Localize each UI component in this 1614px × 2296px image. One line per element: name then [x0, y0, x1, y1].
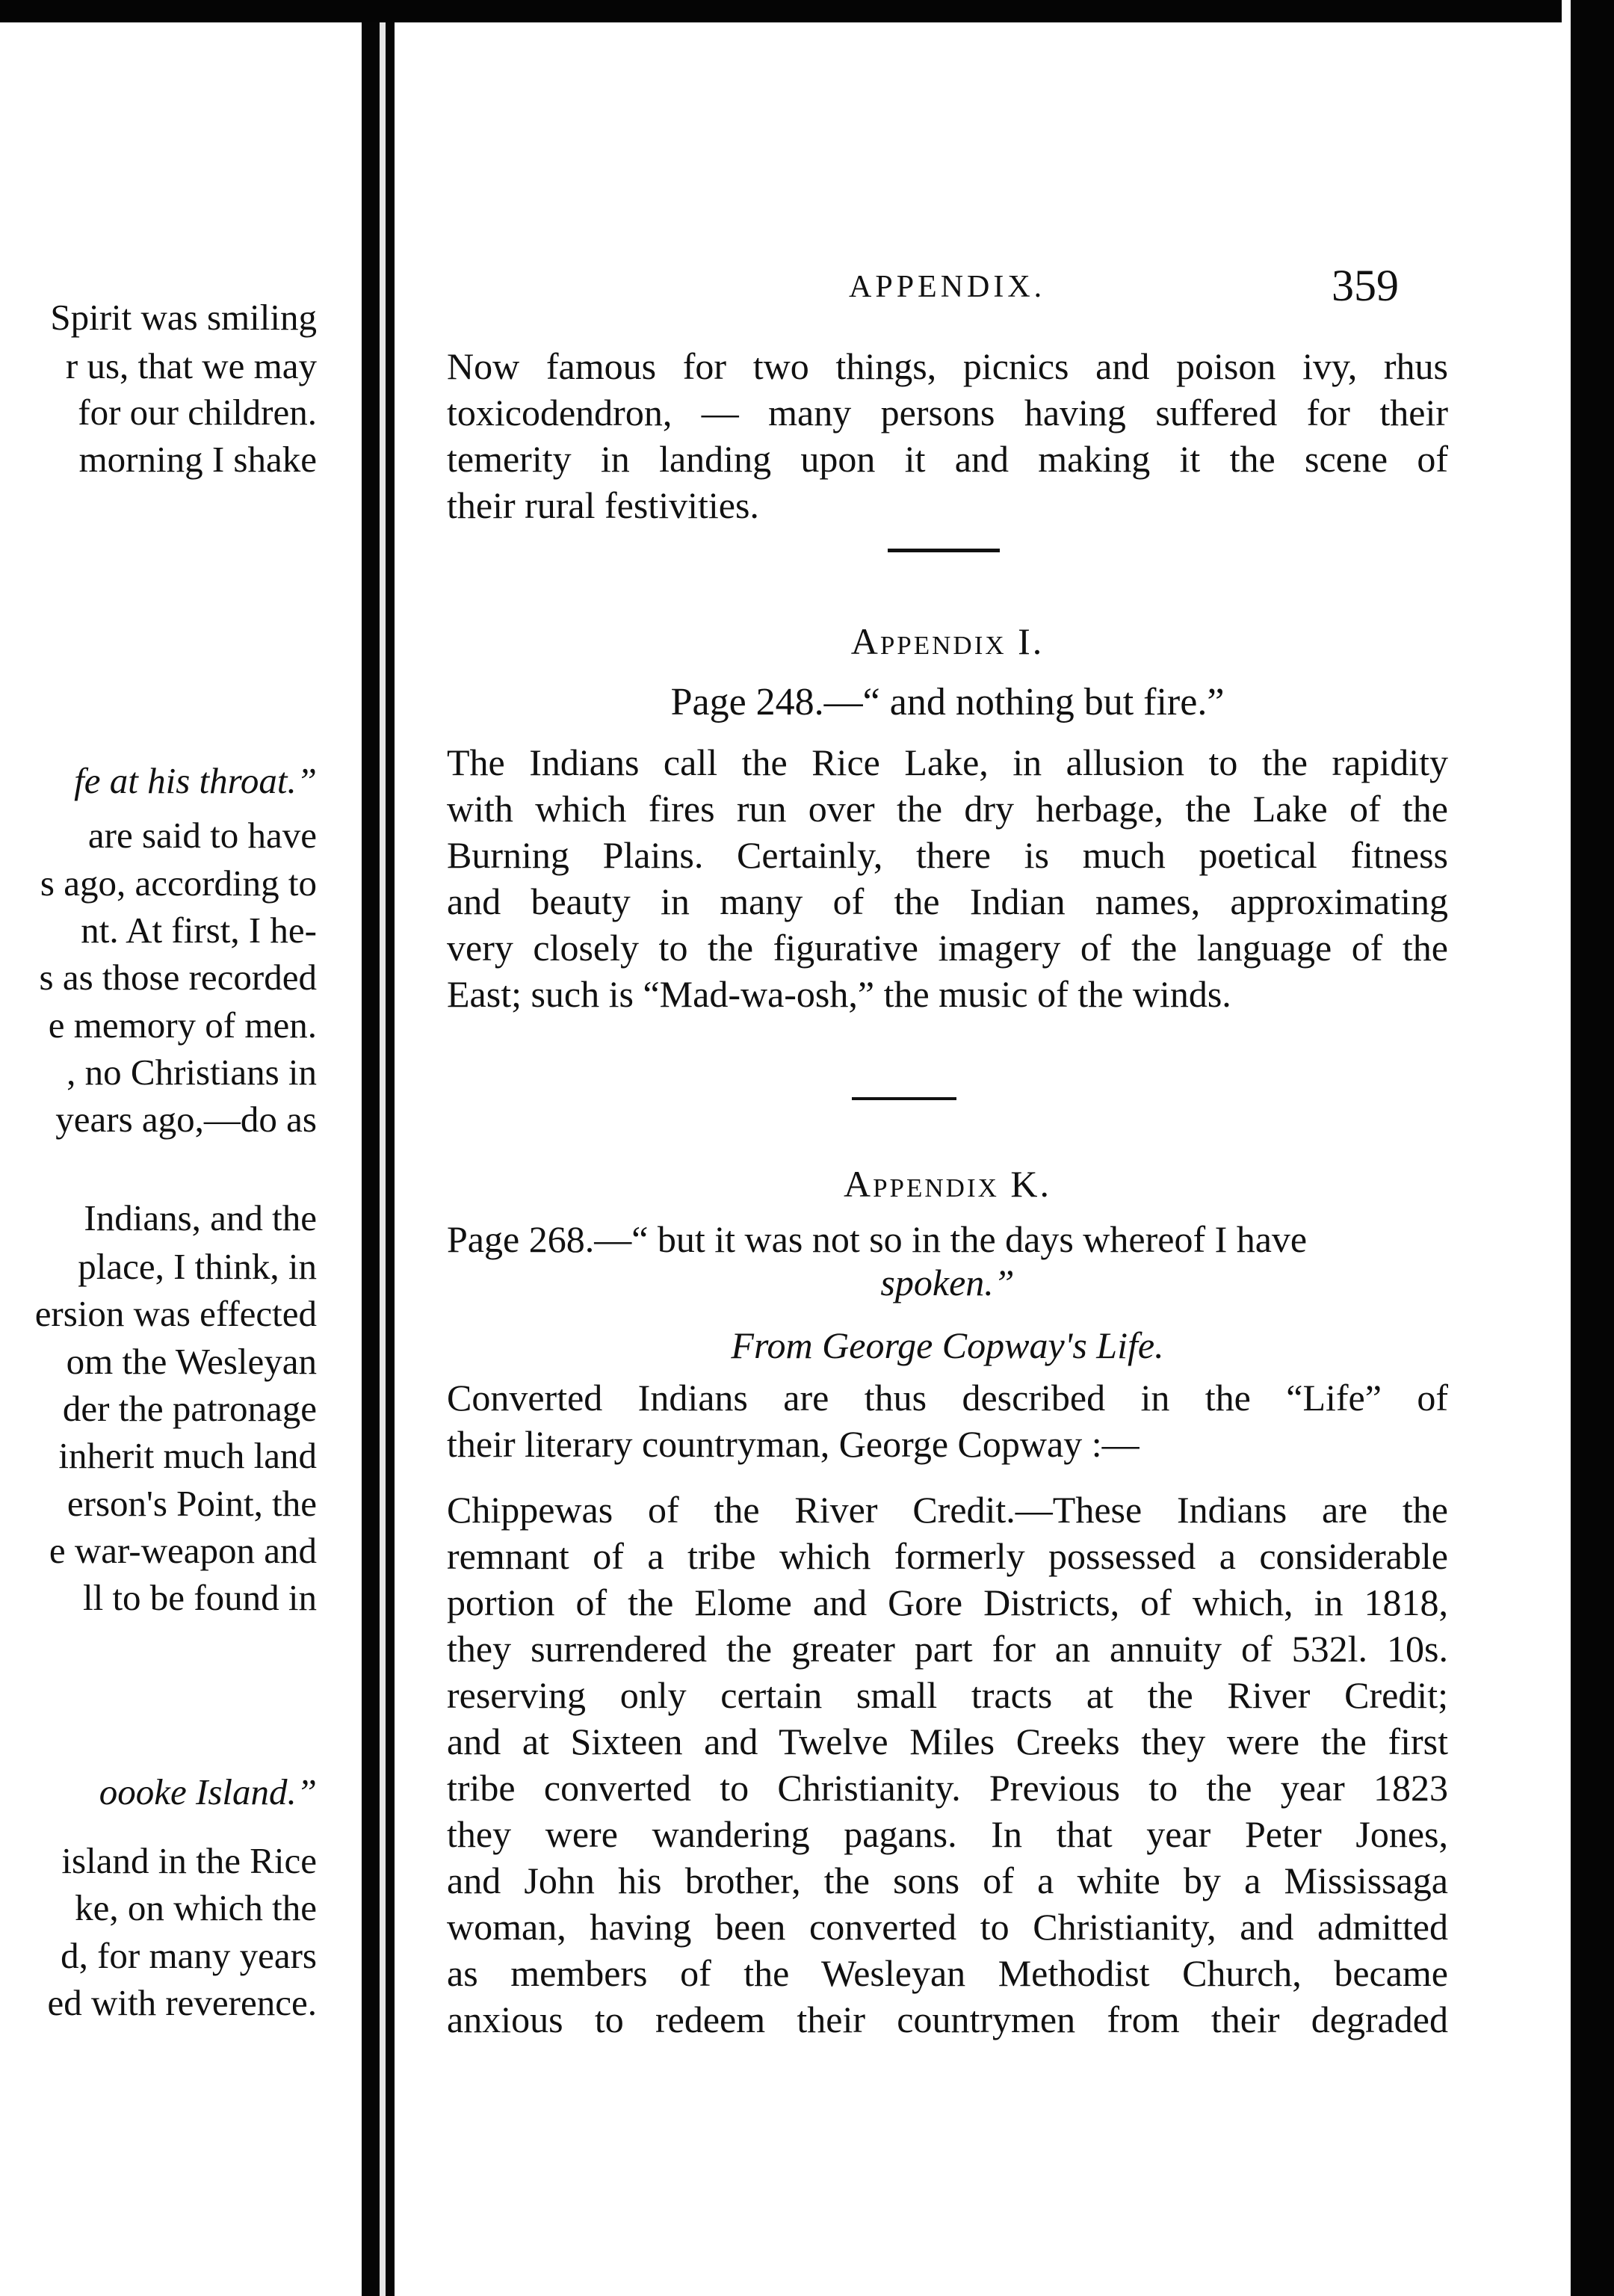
book-gutter — [362, 22, 395, 2296]
book-gutter-edge — [380, 22, 386, 2296]
scan-border-right-edge — [1562, 0, 1571, 2296]
appendix-i-line: The Indians call the Rice Lake, in allusion to the rapidity — [447, 741, 1448, 783]
continuation-line: temerity in landing upon it and making it the scene of — [447, 438, 1448, 480]
appendix-k-line: anxious to redeem their countrymen from their degraded — [447, 1999, 1448, 2040]
appendix-i-line: with which fires run over the dry herbage, the Lake of the — [447, 788, 1448, 830]
left-page-line: ersion was effected — [34, 1293, 317, 1334]
left-page-line: nt. At first, I he- — [81, 910, 317, 951]
appendix-k-line: tribe converted to Christianity. Previous to the year 1823 — [447, 1767, 1448, 1809]
appendix-i-heading: Appendix I. — [850, 620, 1045, 662]
appendix-i-line: East; such is “Mad-wa-osh,” the music of the winds. — [447, 973, 1231, 1015]
left-page-fragment — [0, 22, 362, 2296]
left-page-line: s as those recorded — [39, 957, 317, 998]
scan-border-top — [0, 0, 1614, 22]
running-header: APPENDIX. — [849, 270, 1046, 304]
right-page — [395, 22, 1515, 2296]
appendix-k-line: woman, having been converted to Christianity, and admitted — [447, 1906, 1448, 1948]
appendix-k-line: they were wandering pagans. In that year Peter Jones, — [447, 1813, 1448, 1855]
appendix-k-line: reserving only certain small tracts at the River Credit; — [447, 1674, 1448, 1716]
left-page-line: Spirit was smiling — [50, 297, 317, 338]
left-page-line: e memory of men. — [48, 1004, 317, 1046]
continuation-line: Now famous for two things, picnics and poison ivy, rhus — [447, 345, 1448, 387]
appendix-k-line: as members of the Wesleyan Methodist Church, became — [447, 1952, 1448, 1994]
left-page-line: morning I shake — [78, 439, 317, 480]
left-page-line: place, I think, in — [78, 1246, 317, 1287]
continuation-line: toxicodendron, — many persons having suffered for their — [447, 392, 1448, 433]
appendix-k-source: From George Copway's Life. — [731, 1324, 1164, 1366]
left-page-line: erson's Point, the — [67, 1483, 317, 1524]
left-page-line: oooke Island.” — [99, 1771, 317, 1812]
page-number: 359 — [1332, 261, 1399, 310]
left-page-line: inherit much land — [58, 1435, 317, 1476]
appendix-k-line: portion of the Elome and Gore Districts, of which, in 1818, — [447, 1581, 1448, 1623]
continuation-line: their rural festivities. — [447, 484, 759, 526]
left-page-line: , no Christians in — [67, 1052, 317, 1093]
left-page-line: fe at his throat.” — [74, 760, 317, 801]
section-divider — [888, 549, 1000, 552]
left-page-line: ll to be found in — [82, 1577, 317, 1618]
left-page-line: ke, on which the — [75, 1887, 317, 1928]
left-page-line: d, for many years — [61, 1935, 317, 1976]
left-page-line: island in the Rice — [61, 1840, 317, 1881]
left-page-line: Indians, and the — [84, 1197, 317, 1238]
appendix-k-reference-cont: spoken.” — [880, 1262, 1015, 1303]
left-page-line: for our children. — [78, 392, 317, 433]
left-page-line: e war-weapon and — [49, 1530, 317, 1571]
left-page-line: years ago,—do as — [55, 1099, 317, 1140]
appendix-i-reference: Page 248.—“ and nothing but fire.” — [670, 681, 1225, 723]
appendix-k-line: Chippewas of the River Credit.—These Indians are the — [447, 1489, 1448, 1531]
left-page-line: s ago, according to — [40, 862, 317, 904]
left-page-line: om the Wesleyan — [66, 1341, 317, 1382]
appendix-k-line: they surrendered the greater part for an annuity of 532l. 10s. — [447, 1628, 1448, 1670]
scan-border-right — [1568, 0, 1614, 2296]
left-page-line: ed with reverence. — [47, 1982, 317, 2023]
section-divider — [852, 1097, 956, 1100]
appendix-k-line: Converted Indians are thus described in the “Life” of — [447, 1377, 1448, 1419]
left-page-line: are said to have — [87, 815, 317, 856]
appendix-i-line: and beauty in many of the Indian names, approximating — [447, 880, 1448, 922]
appendix-k-reference: Page 268.—“ but it was not so in the days whereof I have — [447, 1218, 1308, 1260]
appendix-k-heading: Appendix K. — [843, 1163, 1051, 1205]
left-page-line: der the patronage — [62, 1388, 317, 1429]
appendix-k-line: remnant of a tribe which formerly possessed a considerable — [447, 1535, 1448, 1577]
appendix-i-line: very closely to the figurative imagery of the language of the — [447, 927, 1448, 969]
left-page-line: r us, that we may — [65, 345, 317, 386]
appendix-k-line: and at Sixteen and Twelve Miles Creeks they were the first — [447, 1721, 1448, 1762]
appendix-k-line: their literary countryman, George Copway :— — [447, 1423, 1140, 1465]
appendix-k-line: and John his brother, the sons of a white by a Mississaga — [447, 1860, 1448, 1901]
appendix-i-line: Burning Plains. Certainly, there is much poetical fitness — [447, 834, 1448, 876]
